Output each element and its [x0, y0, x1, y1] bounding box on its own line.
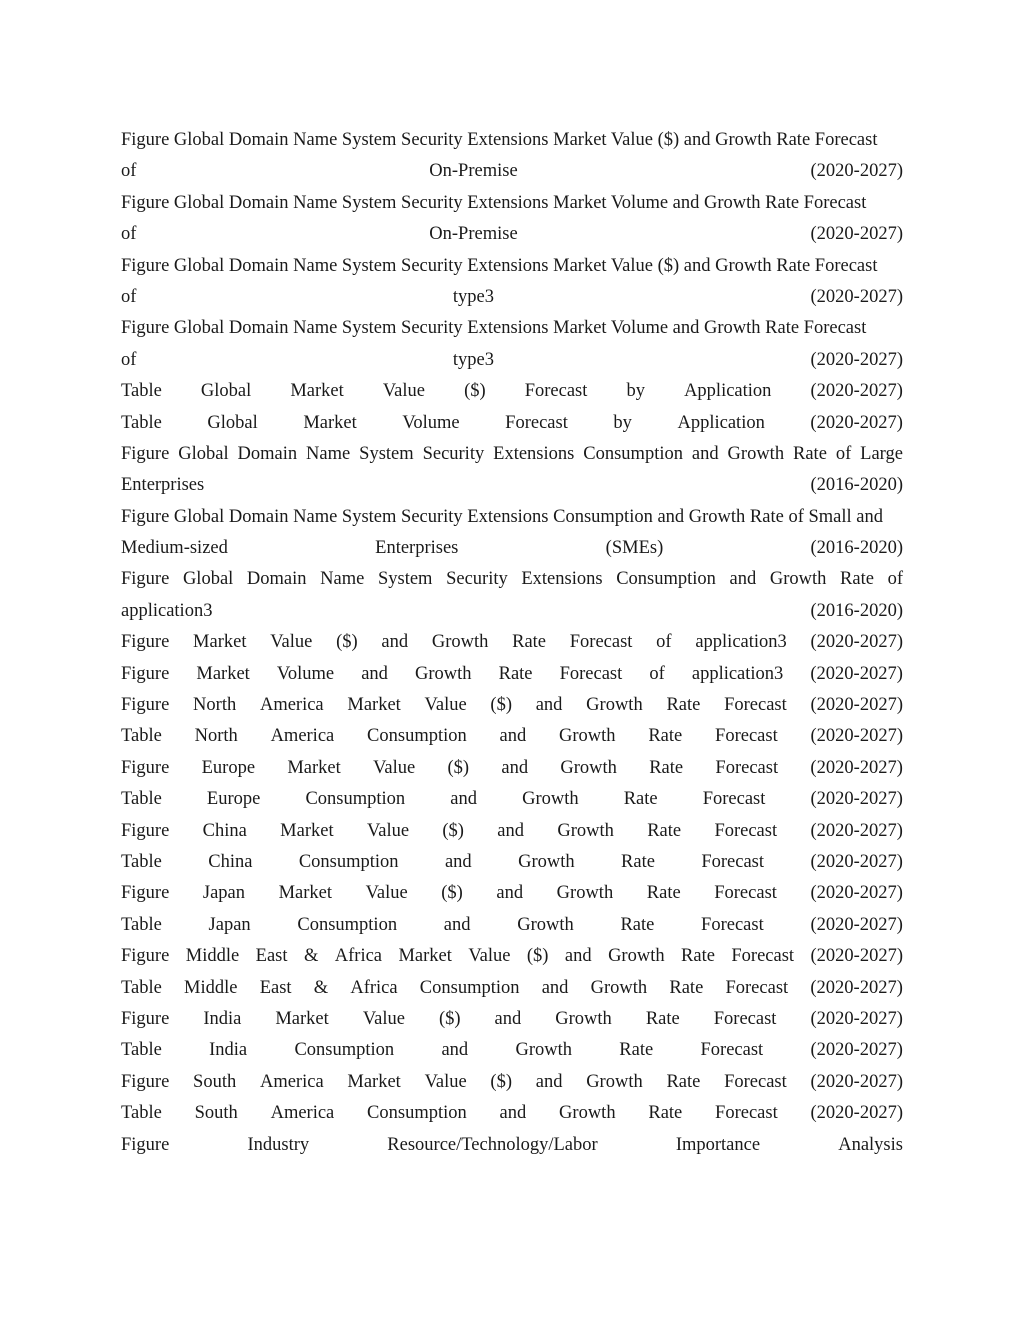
- text-segment: of: [835, 443, 852, 464]
- text-segment: application3: [691, 663, 784, 684]
- text-segment: On-Premise: [429, 224, 518, 245]
- text-segment: Value: [382, 381, 425, 402]
- text-line: [121, 219, 903, 250]
- text-segment: Rate: [645, 1008, 680, 1029]
- text-line: [121, 659, 903, 690]
- text-segment: Forecast: [714, 883, 777, 904]
- text-segment: Figure Global Domain Name System Security Extensions Market Volume and Growth Rate Forecast: [121, 318, 867, 339]
- text-segment: (2020-2027): [810, 161, 903, 182]
- text-segment: Volume: [402, 412, 460, 433]
- text-segment: Consumption: [294, 1040, 395, 1061]
- text-segment: Growth: [769, 569, 827, 590]
- text-segment: Rate: [681, 946, 715, 967]
- text-line: [121, 345, 903, 376]
- text-segment: and: [496, 883, 524, 904]
- text-segment: Value: [365, 883, 408, 904]
- text-segment: Consumption: [367, 726, 467, 747]
- text-segment: Value: [468, 946, 511, 967]
- text-segment: India: [209, 1040, 248, 1061]
- text-segment: Domain: [237, 443, 298, 464]
- text-segment: (2020-2027): [810, 789, 903, 810]
- text-segment: Market: [280, 820, 334, 841]
- text-segment: Forecast: [731, 946, 795, 967]
- text-segment: Table: [121, 789, 162, 810]
- text-segment: (2020-2027): [810, 851, 903, 872]
- text-segment: Name: [306, 443, 351, 464]
- text-segment: Application: [684, 381, 772, 402]
- text-segment: Market: [196, 663, 250, 684]
- text-segment: Figure: [121, 946, 170, 967]
- text-line: [121, 973, 903, 1004]
- text-segment: Figure: [121, 443, 170, 464]
- text-line: [121, 125, 903, 156]
- text-segment: Rate: [647, 820, 682, 841]
- text-segment: Middle: [185, 946, 240, 967]
- text-segment: America: [259, 695, 324, 716]
- text-segment: Market: [275, 1008, 329, 1029]
- text-segment: Medium-sized: [121, 538, 228, 559]
- text-segment: and: [499, 1103, 527, 1124]
- text-segment: India: [203, 1008, 242, 1029]
- text-segment: Growth: [560, 757, 617, 778]
- text-segment: Enterprises: [121, 475, 205, 496]
- text-segment: Figure: [121, 883, 170, 904]
- text-segment: Figure: [121, 820, 170, 841]
- text-segment: Figure: [121, 1008, 170, 1029]
- text-segment: Growth: [522, 789, 579, 810]
- text-segment: ($): [438, 1008, 461, 1029]
- text-segment: Rate: [669, 977, 704, 998]
- text-segment: Forecast: [715, 757, 779, 778]
- text-segment: Figure: [121, 569, 170, 590]
- text-segment: Forecast: [702, 789, 766, 810]
- text-segment: China: [202, 820, 247, 841]
- text-segment: South: [193, 1071, 237, 1092]
- text-segment: of: [649, 663, 665, 684]
- text-segment: Global: [182, 569, 234, 590]
- text-segment: Enterprises: [375, 538, 459, 559]
- text-segment: and: [535, 1071, 563, 1092]
- text-segment: On-Premise: [429, 161, 518, 182]
- text-segment: Growth: [586, 695, 643, 716]
- text-segment: application3: [695, 632, 787, 653]
- text-segment: Forecast: [569, 632, 633, 653]
- text-segment: ($): [490, 695, 512, 716]
- text-line: [121, 910, 903, 941]
- text-segment: (2020-2027): [810, 695, 903, 716]
- text-segment: Forecast: [724, 1071, 787, 1092]
- text-segment: Figure Global Domain Name System Security Extensions Consumption and Growth Rate of Small and: [121, 506, 884, 527]
- text-segment: Consumption: [583, 443, 683, 464]
- text-line: [121, 1035, 903, 1066]
- text-segment: Security: [446, 569, 508, 590]
- text-line: [121, 878, 903, 909]
- text-segment: &: [303, 946, 319, 967]
- text-segment: and: [443, 914, 471, 935]
- text-segment: Europe: [206, 789, 261, 810]
- text-segment: by: [626, 381, 645, 402]
- text-segment: System: [359, 443, 414, 464]
- text-segment: Rate: [793, 443, 827, 464]
- text-segment: &: [313, 977, 329, 998]
- text-segment: (2020-2027): [810, 726, 903, 747]
- text-segment: Table: [121, 412, 162, 433]
- text-segment: Growth: [727, 443, 785, 464]
- text-segment: Rate: [498, 663, 533, 684]
- text-line: [121, 408, 903, 439]
- text-segment: Extensions: [521, 569, 603, 590]
- text-segment: of: [121, 286, 137, 307]
- text-segment: of: [121, 224, 137, 245]
- text-segment: Growth: [559, 726, 616, 747]
- text-segment: America: [270, 1103, 335, 1124]
- text-line: [121, 282, 903, 313]
- text-segment: East: [255, 946, 288, 967]
- text-segment: Figure: [121, 1071, 170, 1092]
- text-line: [121, 784, 903, 815]
- text-segment: (2020-2027): [810, 914, 903, 935]
- text-segment: Value: [270, 632, 313, 653]
- text-segment: (2020-2027): [810, 1008, 903, 1029]
- text-line: [121, 533, 903, 564]
- text-line: [121, 188, 903, 219]
- text-segment: of: [656, 632, 672, 653]
- text-segment: Rate: [512, 632, 547, 653]
- text-segment: (2020-2027): [810, 820, 903, 841]
- text-segment: Growth: [555, 1008, 612, 1029]
- text-segment: ($): [442, 820, 464, 841]
- text-segment: East: [259, 977, 292, 998]
- text-segment: Consumption: [297, 914, 398, 935]
- text-segment: Forecast: [713, 1008, 777, 1029]
- text-segment: Forecast: [714, 820, 778, 841]
- text-line: [121, 439, 903, 470]
- text-segment: and: [499, 726, 527, 747]
- text-segment: Consumption: [419, 977, 520, 998]
- text-segment: (2020-2027): [810, 632, 903, 653]
- text-segment: North: [194, 726, 238, 747]
- text-segment: (2020-2027): [810, 977, 903, 998]
- text-segment: Market: [290, 381, 344, 402]
- text-segment: and: [441, 1040, 469, 1061]
- text-segment: Analysis: [838, 1134, 903, 1155]
- text-segment: and: [450, 789, 477, 810]
- text-segment: Table: [121, 851, 162, 872]
- text-segment: Growth: [590, 977, 648, 998]
- text-segment: Value: [424, 1071, 467, 1092]
- text-segment: Forecast: [700, 1040, 764, 1061]
- text-segment: and: [361, 663, 388, 684]
- text-segment: Rate: [623, 789, 658, 810]
- text-segment: Middle: [184, 977, 238, 998]
- text-segment: of: [121, 161, 137, 182]
- text-line: [121, 753, 903, 784]
- text-segment: and: [535, 695, 563, 716]
- text-line: [121, 816, 903, 847]
- text-segment: Volume: [276, 663, 335, 684]
- text-segment: Growth: [556, 883, 614, 904]
- text-segment: (2020-2027): [810, 946, 903, 967]
- text-segment: Name: [320, 569, 365, 590]
- text-segment: (2020-2027): [810, 1040, 903, 1061]
- text-line: [121, 470, 903, 501]
- text-segment: Rate: [648, 726, 683, 747]
- text-segment: Market: [287, 757, 341, 778]
- text-segment: Value: [373, 757, 416, 778]
- text-line: [121, 596, 903, 627]
- text-segment: (2020-2027): [810, 349, 903, 370]
- text-segment: ($): [464, 381, 486, 402]
- text-line: [121, 1004, 903, 1035]
- text-segment: Consumption: [367, 1103, 467, 1124]
- text-segment: (2020-2027): [810, 1103, 903, 1124]
- text-segment: Europe: [201, 757, 256, 778]
- text-segment: and: [541, 977, 569, 998]
- text-segment: Consumption: [298, 851, 399, 872]
- text-segment: Forecast: [715, 726, 778, 747]
- text-segment: Market: [398, 946, 452, 967]
- text-segment: Japan: [208, 914, 251, 935]
- text-segment: Consumption: [616, 569, 716, 590]
- text-segment: America: [259, 1071, 324, 1092]
- text-segment: America: [270, 726, 335, 747]
- text-segment: Figure Global Domain Name System Security Extensions Market Volume and Growth Rate Forecast: [121, 192, 867, 213]
- text-segment: Global: [207, 412, 258, 433]
- text-line: [121, 156, 903, 187]
- text-segment: Rate: [620, 914, 655, 935]
- text-segment: ($): [447, 757, 470, 778]
- text-segment: Table: [121, 914, 162, 935]
- text-line: [121, 1098, 903, 1129]
- text-line: [121, 941, 903, 972]
- text-segment: North: [193, 695, 237, 716]
- text-line: [121, 1130, 903, 1161]
- text-segment: type3: [452, 286, 495, 307]
- text-segment: (2020-2027): [810, 1071, 903, 1092]
- text-segment: and: [501, 757, 529, 778]
- text-segment: Forecast: [701, 914, 764, 935]
- text-segment: Market: [347, 1071, 401, 1092]
- text-segment: ($): [490, 1071, 512, 1092]
- text-segment: and: [494, 1008, 522, 1029]
- text-segment: (2020-2027): [810, 883, 903, 904]
- text-segment: Figure: [121, 757, 170, 778]
- text-segment: ($): [526, 946, 549, 967]
- text-segment: Global: [178, 443, 229, 464]
- text-line: [121, 721, 903, 752]
- text-segment: Rate: [666, 1071, 701, 1092]
- text-segment: Value: [366, 820, 410, 841]
- text-segment: Resource/Technology/Labor: [387, 1134, 598, 1155]
- text-line: [121, 502, 903, 533]
- text-line: [121, 313, 903, 344]
- text-segment: China: [208, 851, 253, 872]
- text-segment: Rate: [649, 757, 684, 778]
- text-segment: Africa: [350, 977, 398, 998]
- text-line: [121, 690, 903, 721]
- text-segment: and: [444, 851, 472, 872]
- text-segment: Growth: [557, 820, 614, 841]
- text-segment: Market: [347, 695, 401, 716]
- text-segment: (2020-2027): [810, 381, 903, 402]
- text-segment: Forecast: [559, 663, 623, 684]
- text-segment: and: [564, 946, 592, 967]
- text-segment: Domain: [246, 569, 307, 590]
- text-segment: application3: [121, 600, 213, 621]
- text-segment: Figure: [121, 1134, 170, 1155]
- text-segment: and: [691, 443, 719, 464]
- text-segment: Forecast: [701, 851, 765, 872]
- text-segment: Large: [860, 443, 903, 464]
- text-segment: Japan: [202, 883, 245, 904]
- text-segment: Industry: [247, 1134, 310, 1155]
- text-segment: Global: [200, 381, 252, 402]
- text-segment: Africa: [334, 946, 383, 967]
- text-segment: Forecast: [505, 412, 568, 433]
- text-segment: Table: [121, 1103, 162, 1124]
- text-segment: (2020-2027): [810, 757, 903, 778]
- text-segment: Consumption: [305, 789, 406, 810]
- text-segment: Figure: [121, 663, 170, 684]
- text-segment: Forecast: [524, 381, 588, 402]
- text-segment: Figure Global Domain Name System Security Extensions Market Value ($) and Growth Rate Forecast: [121, 255, 878, 276]
- text-segment: of: [887, 569, 903, 590]
- text-segment: Growth: [608, 946, 665, 967]
- text-segment: Market: [303, 412, 357, 433]
- text-segment: Rate: [621, 851, 655, 872]
- text-segment: Rate: [840, 569, 874, 590]
- text-segment: South: [194, 1103, 238, 1124]
- text-segment: Growth: [431, 632, 489, 653]
- text-line: [121, 627, 903, 658]
- text-segment: Rate: [619, 1040, 654, 1061]
- text-segment: Extensions: [493, 443, 575, 464]
- text-segment: and: [729, 569, 757, 590]
- text-segment: Growth: [415, 663, 472, 684]
- text-segment: Table: [121, 726, 162, 747]
- text-segment: of: [121, 349, 137, 370]
- text-line: [121, 564, 903, 595]
- text-segment: (2016-2020): [810, 475, 903, 496]
- text-segment: Forecast: [725, 977, 789, 998]
- text-line: [121, 1067, 903, 1098]
- text-line: [121, 847, 903, 878]
- text-segment: (2020-2027): [810, 663, 903, 684]
- text-segment: ($): [336, 632, 358, 653]
- text-segment: Growth: [586, 1071, 643, 1092]
- text-segment: Security: [422, 443, 485, 464]
- text-segment: Table: [121, 381, 162, 402]
- text-segment: type3: [452, 349, 495, 370]
- text-segment: Market: [193, 632, 247, 653]
- text-segment: (2020-2027): [810, 286, 903, 307]
- text-segment: System: [377, 569, 433, 590]
- text-segment: Growth: [515, 1040, 572, 1061]
- text-segment: Rate: [646, 883, 681, 904]
- text-segment: Value: [424, 695, 467, 716]
- text-segment: Forecast: [715, 1103, 778, 1124]
- text-segment: ($): [441, 883, 463, 904]
- text-segment: (SMEs): [605, 538, 664, 559]
- text-segment: Value: [362, 1008, 405, 1029]
- text-segment: (2020-2027): [810, 412, 903, 433]
- text-segment: (2020-2027): [810, 224, 903, 245]
- document-page: [121, 125, 903, 1161]
- text-segment: and: [381, 632, 409, 653]
- text-segment: Rate: [648, 1103, 683, 1124]
- text-segment: Market: [278, 883, 332, 904]
- text-segment: Figure Global Domain Name System Security Extensions Market Value ($) and Growth Rate Forecast: [121, 130, 878, 150]
- text-segment: Growth: [518, 851, 575, 872]
- text-segment: (2016-2020): [810, 538, 903, 559]
- text-segment: by: [613, 412, 632, 433]
- text-segment: Figure: [121, 695, 170, 716]
- text-segment: Figure: [121, 632, 170, 653]
- text-segment: Forecast: [724, 695, 787, 716]
- text-segment: Importance: [675, 1134, 761, 1155]
- text-segment: (2016-2020): [810, 600, 903, 621]
- text-line: [121, 251, 903, 282]
- text-segment: Growth: [517, 914, 574, 935]
- text-segment: Growth: [559, 1103, 616, 1124]
- text-line: [121, 376, 903, 407]
- text-segment: Application: [677, 412, 765, 433]
- text-segment: Rate: [666, 695, 701, 716]
- text-segment: Table: [121, 977, 162, 998]
- text-segment: and: [497, 820, 525, 841]
- text-segment: Table: [121, 1040, 162, 1061]
